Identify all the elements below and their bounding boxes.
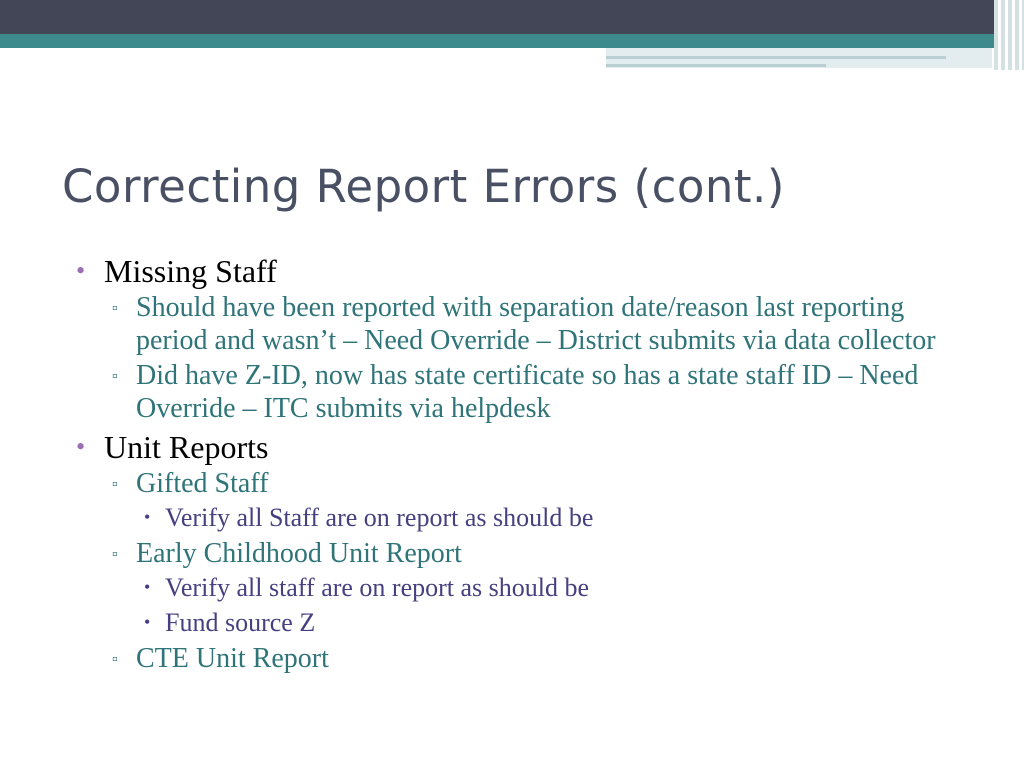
sub-bullet-text: Gifted Staff	[136, 468, 269, 499]
bullet-text: Unit Reports	[104, 429, 269, 465]
header-accent-line-short	[606, 64, 826, 67]
square-bullet-icon: ▫	[112, 368, 118, 385]
sub-sub-bullet-fund-source	[70, 605, 970, 640]
header-teal-band	[0, 34, 1024, 48]
square-bullet-icon: ▫	[112, 476, 118, 493]
sub-bullet-cte-unit	[70, 642, 970, 675]
dot-bullet-icon: •	[144, 612, 151, 632]
sub-sub-bullet-text: Fund source Z	[165, 608, 316, 637]
sub-bullet-text: Did have Z-ID, now has state certificate so has a state staff ID – Need Override – ITC submits via helpdesk	[136, 360, 919, 424]
sub-sub-bullet-text: Verify all staff are on report as should be	[165, 573, 590, 602]
dot-bullet-icon: •	[144, 507, 151, 527]
slide-body	[70, 252, 970, 675]
round-bullet-icon: •	[76, 256, 86, 285]
sub-sub-bullet-text: Verify all Staff are on report as should be	[165, 503, 594, 532]
bullet-text: Missing Staff	[104, 253, 277, 289]
square-bullet-icon: ▫	[112, 300, 118, 317]
bullet-unit-reports	[70, 429, 970, 465]
sub-bullet-override-separation	[70, 291, 970, 357]
round-bullet-icon: •	[76, 432, 86, 461]
slide-title: Correcting Report Errors (cont.)	[62, 160, 785, 213]
sub-bullet-text: Should have been reported with separation date/reason last reporting period and wasn’t – Need Override – District submits via data collector	[136, 292, 936, 356]
bullet-missing-staff	[70, 253, 970, 289]
sub-sub-bullet-verify-ec	[70, 570, 970, 605]
sub-bullet-text: Early Childhood Unit Report	[136, 538, 462, 569]
square-bullet-icon: ▫	[112, 546, 118, 563]
dot-bullet-icon: •	[144, 577, 151, 597]
sub-sub-bullet-verify-gifted	[70, 500, 970, 535]
sub-bullet-text: CTE Unit Report	[136, 643, 329, 674]
header-accent-line	[606, 56, 946, 59]
sub-bullet-gifted-staff	[70, 467, 970, 500]
sub-bullet-override-zid	[70, 359, 970, 425]
header-stripe-decoration	[994, 0, 1024, 70]
header-dark-band	[0, 0, 1024, 34]
square-bullet-icon: ▫	[112, 651, 118, 668]
sub-bullet-early-childhood	[70, 537, 970, 570]
